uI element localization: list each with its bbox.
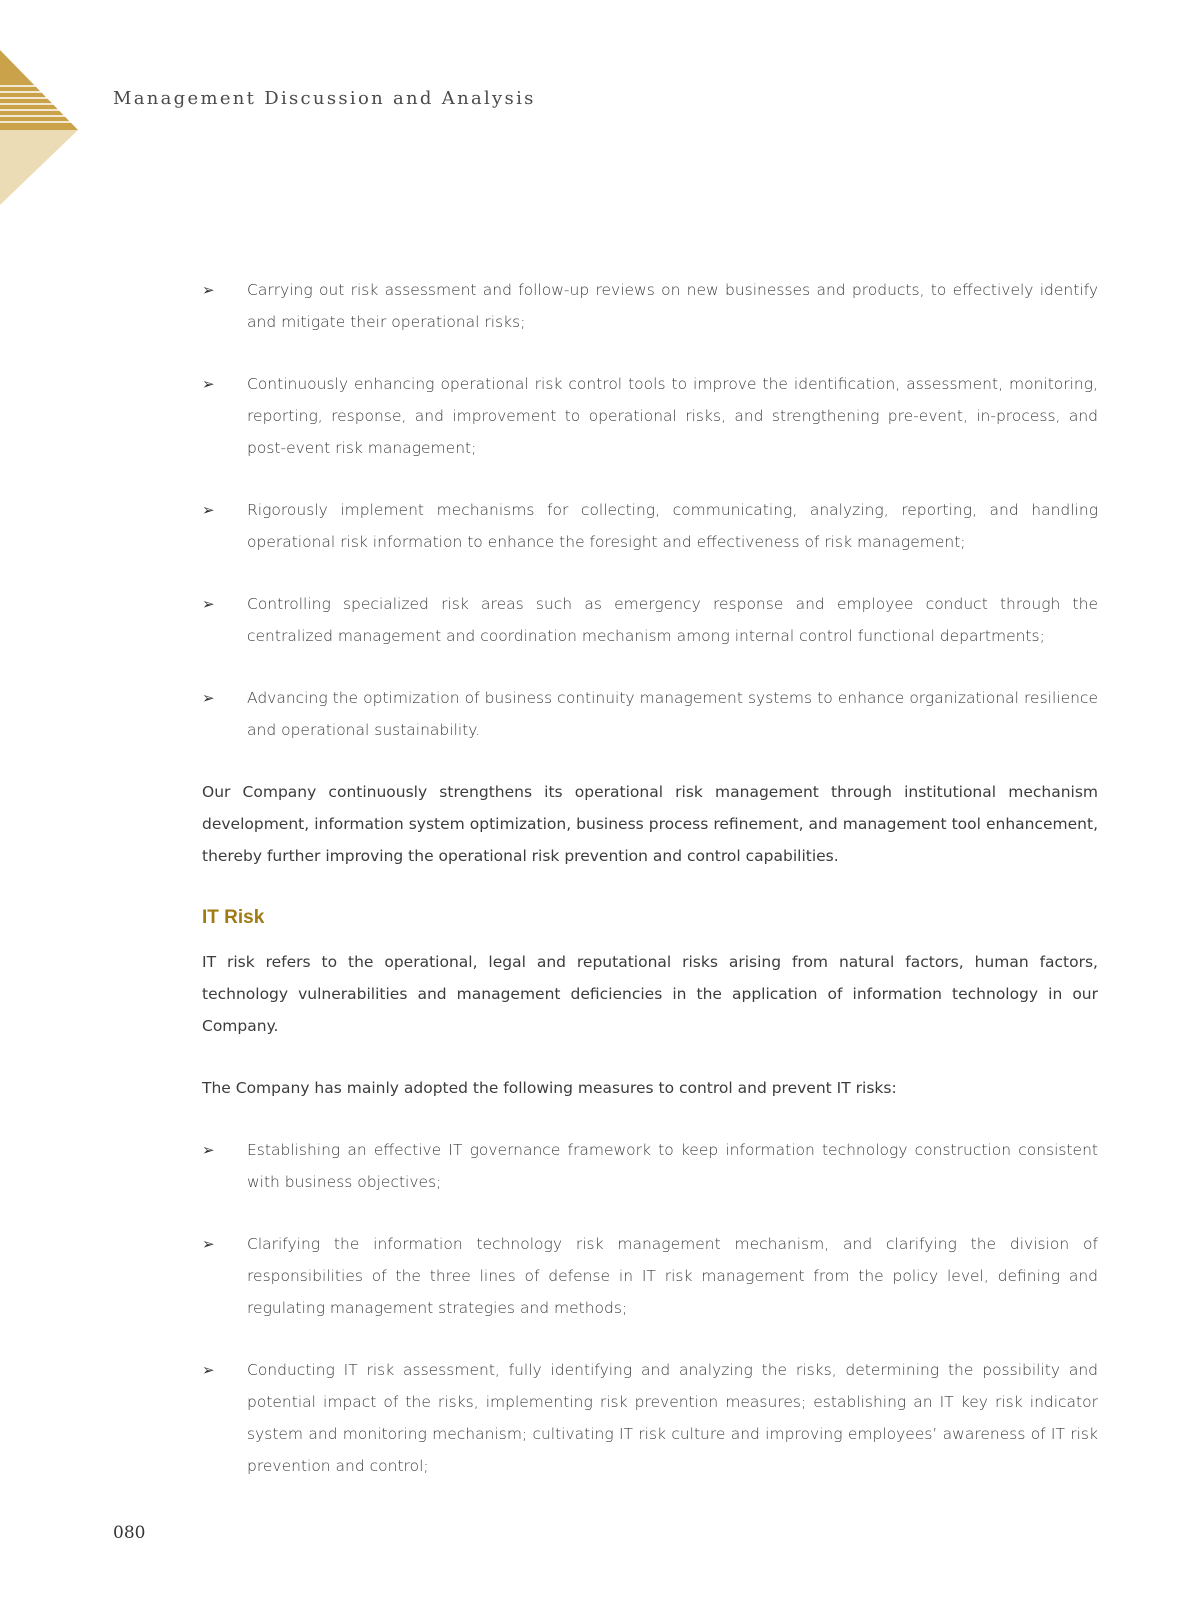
list-item-text: Establishing an effective IT governance framework to keep information technology construction consistent with business objectives; <box>247 1141 1098 1191</box>
list-item-text: Controlling specialized risk areas such as emergency response and employee conduct through the centralized management and coordination mechanism among internal control functional departments; <box>247 595 1098 645</box>
list-item-text: Advancing the optimization of business continuity management systems to enhance organizational resilience and operational sustainability. <box>247 689 1098 739</box>
list-item-text: Clarifying the information technology risk management mechanism, and clarifying the division of responsibilities of the three lines of defense in IT risk management from the policy level, defining and regulating management strategies and methods; <box>247 1235 1098 1317</box>
list-item <box>202 1134 1098 1198</box>
operational-risk-summary: Our Company continuously strengthens its operational risk management through institutional mechanism development, information system optimization, business process refinement, and management tool enhancement, thereby further improving the operational risk prevention and control capabilities. <box>202 783 1098 865</box>
arrow-bullet-icon: ➢ <box>202 281 215 299</box>
list-item-text: Conducting IT risk assessment, fully identifying and analyzing the risks, determining the possibility and potential impact of the risks, implementing risk prevention measures; establishing an IT key risk indicator system and monitoring mechanism; cultivating IT risk culture and improving employees’ awareness of IT risk prevention and control; <box>247 1361 1098 1475</box>
list-item <box>202 682 1098 746</box>
page-header-title: Management Discussion and Analysis <box>113 88 536 109</box>
corner-decoration <box>0 0 80 210</box>
arrow-bullet-icon: ➢ <box>202 1235 215 1253</box>
arrow-bullet-icon: ➢ <box>202 689 215 707</box>
main-content <box>202 274 1098 1512</box>
arrow-bullet-icon: ➢ <box>202 1361 215 1379</box>
section-heading-it-risk: IT Risk <box>202 907 265 928</box>
list-item <box>202 494 1098 558</box>
arrow-bullet-icon: ➢ <box>202 595 215 613</box>
page-number: 080 <box>113 1523 146 1543</box>
it-risk-intro: The Company has mainly adopted the following measures to control and prevent IT risks: <box>202 1079 897 1097</box>
list-item <box>202 1354 1098 1482</box>
list-item-text: Carrying out risk assessment and follow-up reviews on new businesses and products, to effectively identify and mitigate their operational risks; <box>247 281 1098 331</box>
list-item <box>202 368 1098 464</box>
it-risk-definition: IT risk refers to the operational, legal and reputational risks arising from natural factors, human factors, technology vulnerabilities and management deficiencies in the application of information technology in our Company. <box>202 953 1098 1035</box>
list-item-text: Continuously enhancing operational risk control tools to improve the identification, assessment, monitoring, reporting, response, and improvement to operational risks, and strengthening pre-event, in-process, and post-event risk management; <box>247 375 1098 457</box>
arrow-bullet-icon: ➢ <box>202 375 215 393</box>
list-item-text: Rigorously implement mechanisms for collecting, communicating, analyzing, reporting, and handling operational risk information to enhance the foresight and effectiveness of risk management; <box>247 501 1098 551</box>
arrow-bullet-icon: ➢ <box>202 501 215 519</box>
list-item <box>202 1228 1098 1324</box>
arrow-bullet-icon: ➢ <box>202 1141 215 1159</box>
list-item <box>202 274 1098 338</box>
list-item <box>202 588 1098 652</box>
